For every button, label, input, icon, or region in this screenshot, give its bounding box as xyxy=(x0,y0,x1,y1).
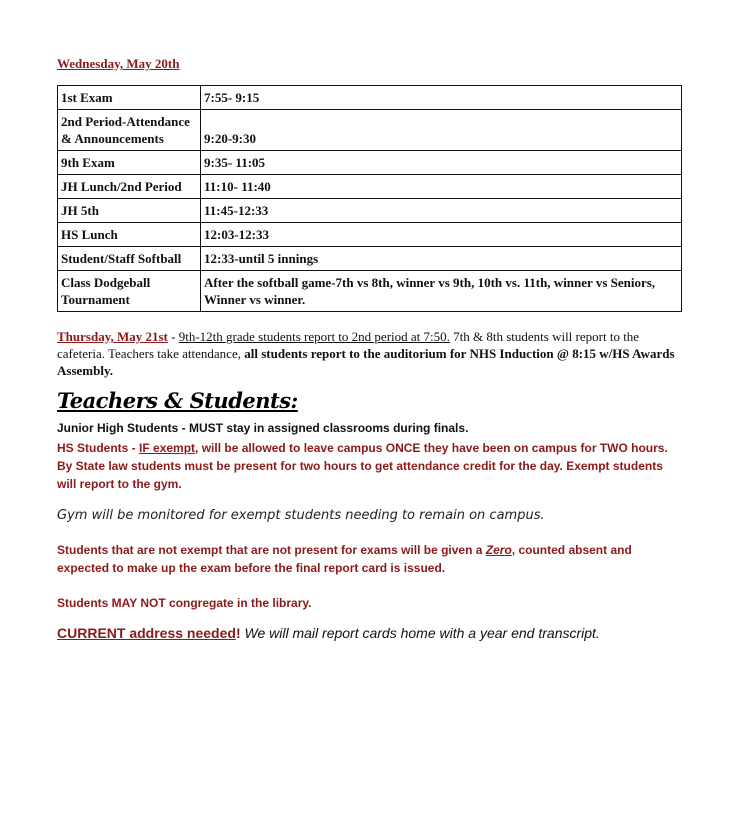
thursday-paragraph xyxy=(57,328,682,379)
table-row xyxy=(58,151,682,175)
address-bang: ! xyxy=(235,625,241,641)
time-cell: 11:45-12:33 xyxy=(201,199,682,223)
time-cell: 7:55- 9:15 xyxy=(201,86,682,110)
event-cell: Class Dodgeball Tournament xyxy=(58,271,201,312)
time-cell: 11:10- 11:40 xyxy=(201,175,682,199)
table-row xyxy=(58,110,682,151)
table-row xyxy=(58,86,682,110)
hs-notice-prefix: HS Students - xyxy=(57,441,140,455)
gym-note: Gym will be monitored for exempt students needing to remain on campus. xyxy=(57,508,545,523)
library-notice: Students MAY NOT congregate in the library. xyxy=(57,596,312,610)
table-row xyxy=(58,223,682,247)
thursday-middle: 7th & 8th students will report to the cafeteria. Teachers take attendance, xyxy=(57,329,640,361)
time-cell: 9:35- 11:05 xyxy=(201,151,682,175)
event-cell: Student/Staff Softball xyxy=(58,247,201,271)
table-row xyxy=(58,175,682,199)
event-cell: 9th Exam xyxy=(58,151,201,175)
date-heading: Wednesday, May 20th xyxy=(57,56,180,71)
address-label: CURRENT address needed xyxy=(57,625,236,641)
time-cell: After the softball game-7th vs 8th, winner vs 9th, 10th vs. 11th, winner vs Seniors, Winner vs winner. xyxy=(201,271,682,312)
address-notice xyxy=(57,625,600,641)
table-row xyxy=(58,199,682,223)
event-cell: JH Lunch/2nd Period xyxy=(58,175,201,199)
teachers-students-heading: Teachers & Students: xyxy=(57,388,298,413)
hs-notice xyxy=(57,439,682,493)
thursday-date: Thursday, May 21st xyxy=(57,329,168,344)
jh-notice: Junior High Students - MUST stay in assigned classrooms during finals. xyxy=(57,421,469,435)
time-cell: 9:20-9:30 xyxy=(201,110,682,151)
schedule-table xyxy=(57,85,682,312)
exempt-notice xyxy=(57,541,682,577)
table-row xyxy=(58,271,682,312)
hs-notice-exempt: IF exempt, xyxy=(139,441,199,455)
exempt-before: Students that are not exempt that are not present for exams will be given a xyxy=(57,543,486,557)
event-cell: HS Lunch xyxy=(58,223,201,247)
event-cell: 2nd Period-Attendance & Announcements xyxy=(58,110,201,151)
hs-notice-text: will be allowed to leave campus ONCE they have been on campus for TWO hours. By State law students must be present for two hours to get attendance credit for the day. Exempt students will report to the gym. xyxy=(57,441,668,491)
table-row xyxy=(58,247,682,271)
event-cell: 1st Exam xyxy=(58,86,201,110)
exempt-zero: Zero xyxy=(485,543,512,557)
thursday-dash: - xyxy=(167,329,179,344)
event-cell: JH 5th xyxy=(58,199,201,223)
exempt-after: , counted absent and expected to make up the exam before the final report card is issued. xyxy=(57,543,632,575)
time-cell: 12:33-until 5 innings xyxy=(201,247,682,271)
thursday-assembly: all students report to the auditorium for NHS Induction @ 8:15 w/HS Awards Assembly. xyxy=(57,346,675,378)
thursday-report-time: 9th-12th grade students report to 2nd period at 7:50. xyxy=(178,329,450,344)
time-cell: 12:03-12:33 xyxy=(201,223,682,247)
address-text: We will mail report cards home with a year end transcript. xyxy=(240,625,600,641)
